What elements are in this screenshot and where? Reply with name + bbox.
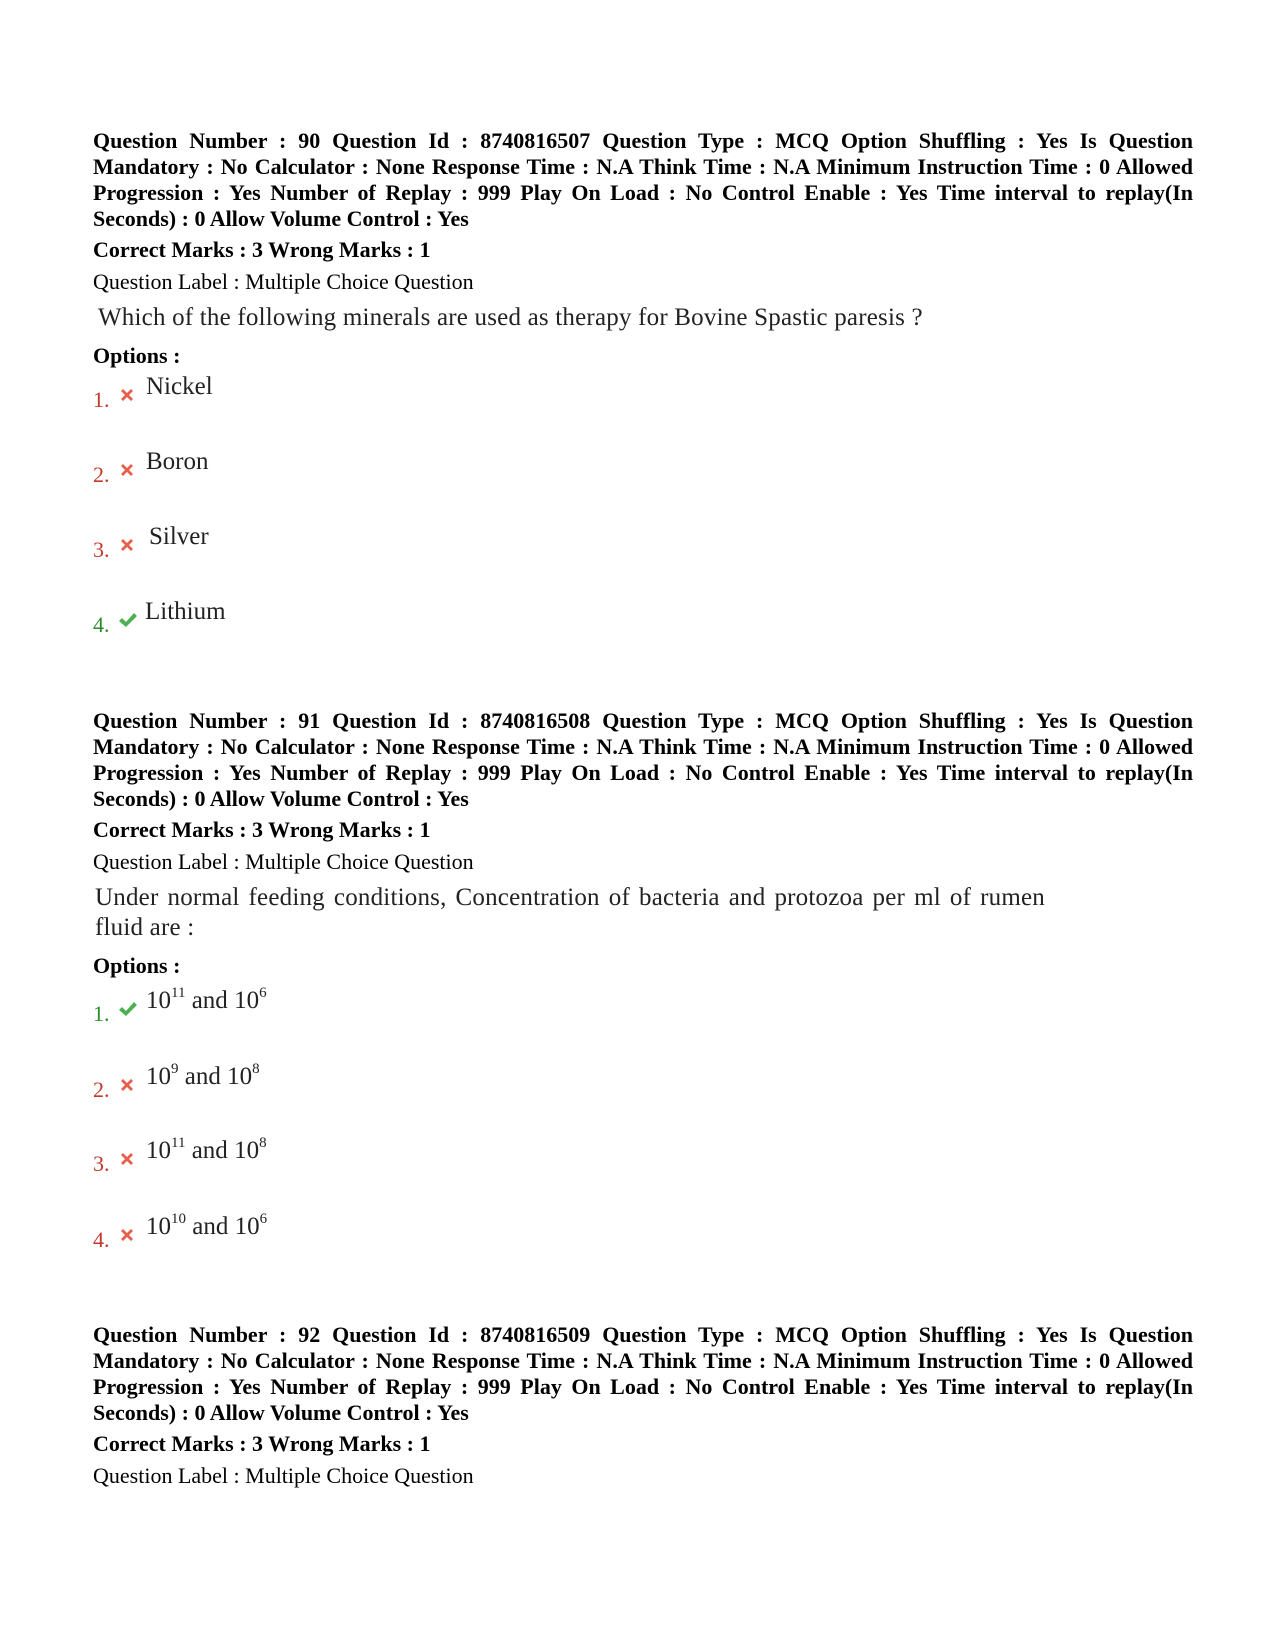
option-number: 2. (93, 462, 110, 487)
question-label: Question Label : Multiple Choice Question (93, 269, 474, 294)
question-91-block (93, 708, 1193, 979)
cross-icon (118, 1076, 136, 1094)
option-text: Boron (146, 448, 209, 475)
option-number: 3. (93, 1151, 110, 1176)
cross-icon (118, 1226, 136, 1244)
option-number: 1. (93, 387, 110, 412)
option-number: 1. (93, 1001, 110, 1026)
cross-icon (118, 461, 136, 479)
question-meta: Question Number : 90 Question Id : 8740816507 Question Type : MCQ Option Shuffling : Yes Is Question Mandatory : No Calculator : None Response Time : N.A Think Time : N.A Minimum Instruction Time : 0 Allowed Progression : Yes Number of Replay : 999 Play On Load : No Control Enable : Yes Time interval to replay(In Seconds) : 0 Allow Volume Control : Yes (93, 128, 1193, 231)
question-90-block (93, 128, 1193, 369)
question-label: Question Label : Multiple Choice Question (93, 849, 474, 874)
question-text: Which of the following minerals are used as therapy for Bovine Spastic paresis ? (98, 304, 923, 331)
option-number: 4. (93, 612, 110, 637)
options-heading: Options : (93, 343, 181, 368)
check-icon (116, 611, 138, 629)
option-text: $10^{10}$ and $10^6$ (146, 1210, 268, 1240)
option-text: $10^{11}$ and $10^8$ (146, 1134, 267, 1164)
option-number: 3. (93, 537, 110, 562)
option-text: Nickel (146, 373, 213, 400)
question-meta: Question Number : 92 Question Id : 8740816509 Question Type : MCQ Option Shuffling : Yes Is Question Mandatory : No Calculator : None Response Time : N.A Think Time : N.A Minimum Instruction Time : 0 Allowed Progression : Yes Number of Replay : 999 Play On Load : No Control Enable : Yes Time interval to replay(In Seconds) : 0 Allow Volume Control : Yes (93, 1322, 1193, 1425)
question-label: Question Label : Multiple Choice Question (93, 1463, 474, 1488)
question-marks: Correct Marks : 3 Wrong Marks : 1 (93, 817, 431, 842)
option-text: $10^{11}$ and $10^6$ (146, 984, 267, 1014)
option-text: Lithium (145, 598, 226, 625)
question-92-block (93, 1322, 1193, 1489)
option-number: 2. (93, 1077, 110, 1102)
cross-icon (118, 1150, 136, 1168)
check-icon (116, 1000, 138, 1018)
question-meta: Question Number : 91 Question Id : 8740816508 Question Type : MCQ Option Shuffling : Yes Is Question Mandatory : No Calculator : None Response Time : N.A Think Time : N.A Minimum Instruction Time : 0 Allowed Progression : Yes Number of Replay : 999 Play On Load : No Control Enable : Yes Time interval to replay(In Seconds) : 0 Allow Volume Control : Yes (93, 708, 1193, 811)
options-heading: Options : (93, 953, 181, 978)
question-text: Under normal feeding conditions, Concentration of bacteria and protozoa per ml of rumen fluid are : (95, 884, 1045, 941)
option-text: $10^9$ and $10^8$ (146, 1060, 260, 1090)
cross-icon (118, 536, 136, 554)
cross-icon (118, 386, 136, 404)
question-marks: Correct Marks : 3 Wrong Marks : 1 (93, 1431, 431, 1456)
option-text: Silver (149, 523, 209, 550)
option-number: 4. (93, 1227, 110, 1252)
question-marks: Correct Marks : 3 Wrong Marks : 1 (93, 237, 431, 262)
